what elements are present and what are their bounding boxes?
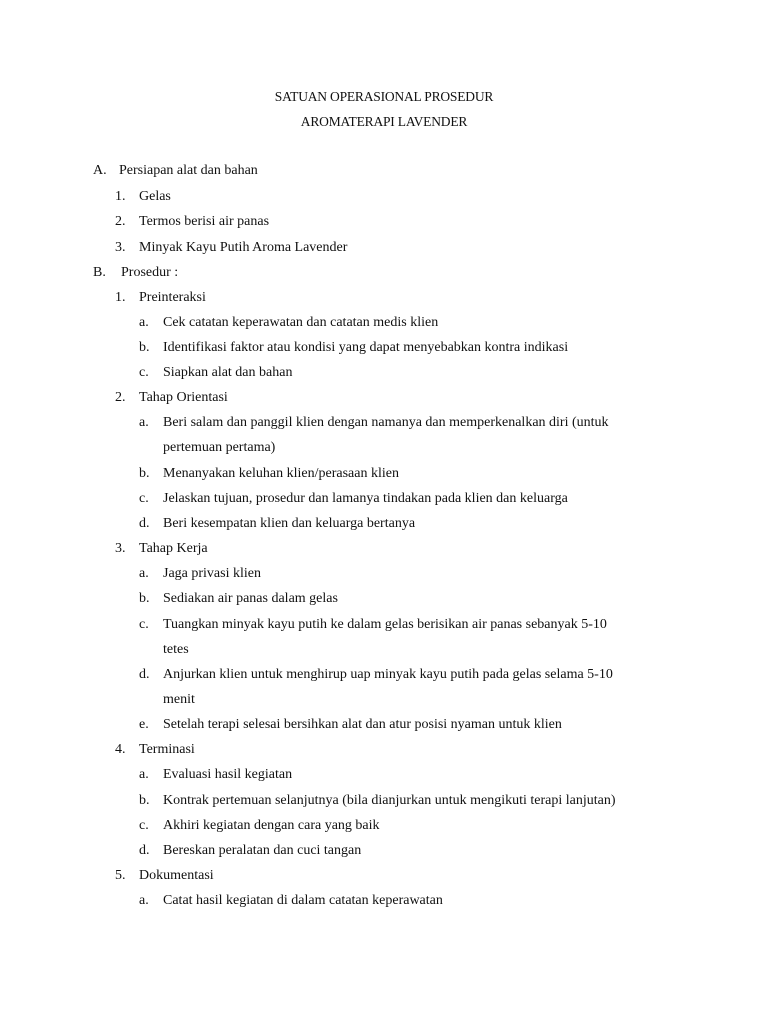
section-marker: A. (93, 163, 107, 178)
section-heading: Persiapan alat dan bahan (119, 163, 258, 178)
document-subtitle: AROMATERAPI LAVENDER (300, 114, 468, 129)
document-title: SATUAN OPERASIONAL PROSEDUR (274, 89, 494, 104)
section-heading: Prosedur : (121, 265, 179, 280)
section-marker: B. (93, 265, 106, 280)
document-page: SATUAN OPERASIONAL PROSEDUR AROMATERAPI LAVENDER A. Persiapan alat dan bahan 1. Gelas 2. Termos berisi air panas 3. Minyak Kayu Putih Aroma Lavender B. Prosedur : 1. Preinteraksi a. Cek catatan keperawatan dan catatan medis klien b. Identifikasi faktor atau kondisi yang dapat menyebabkan kontra indikasi c. Siapkan alat dan bahan 2. Tahap Orientasi a. Beri salam dan panggil klien dengan namanya dan memperkenalkan diri (untuk pertemuan pertama) b. Menanyakan keluhan klien/perasaan klien c. Jelaskan tujuan, prosedur dan lamanya tindakan pada klien dan keluarga d. Beri kesempatan klien dan keluarga bertanya 3. Tahap Kerja a. Jaga privasi klien b. Sediakan air panas dalam gelas c. Tuangkan minyak kayu putih ke dalam gelas berisikan air panas sebanyak 5-10 tetes d. Anjurkan klien untuk menghirup uap minyak kayu putih pada gelas selama 5-10 menit e. Setelah terapi selesai bersihkan alat dan atur posisi nyaman untuk klien 4. Terminasi a. Evaluasi hasil kegiatan b. Kontrak pertemuan selanjutnya (bila dianjurkan untuk mengikuti terapi lanjutan) c. Akhiri kegiatan dengan cara yang baik d. Bereskan peralatan dan cuci tangan 5. Dokumentasi a. Catat hasil kegiatan di dalam catatan keperawatan (0, 0, 768, 1024)
